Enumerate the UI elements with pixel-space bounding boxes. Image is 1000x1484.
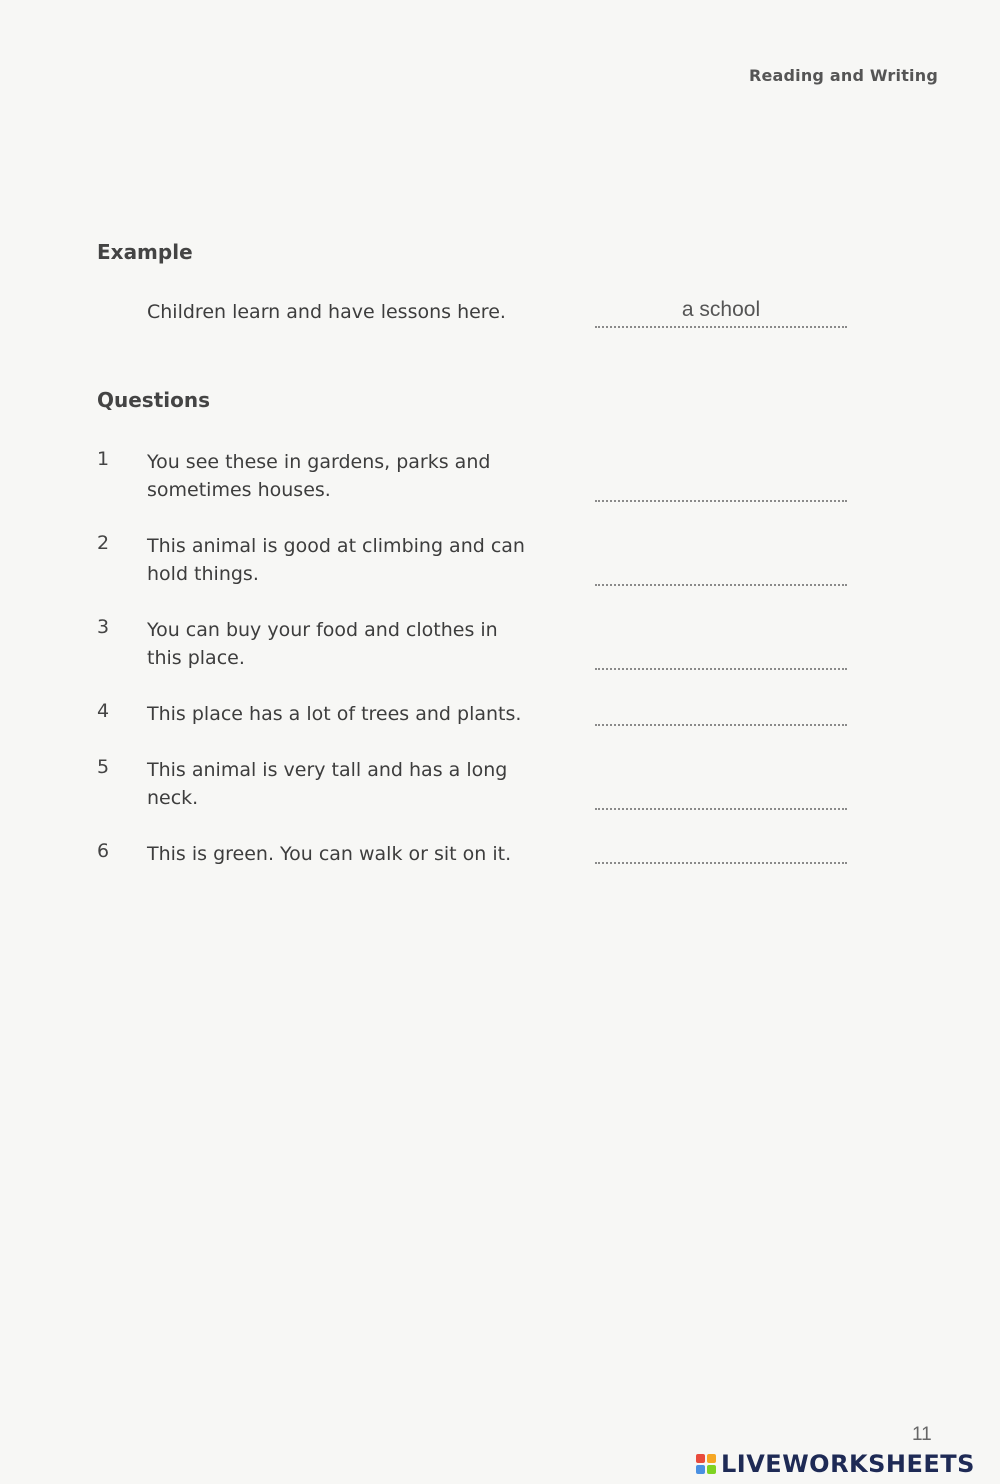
- answer-field[interactable]: [595, 808, 847, 810]
- question-text: [147, 616, 567, 672]
- brand-logo: [696, 1450, 975, 1478]
- answer-field[interactable]: [595, 862, 847, 864]
- answer-field[interactable]: [595, 668, 847, 670]
- question-number: 2: [97, 532, 110, 554]
- question-row: [97, 448, 849, 508]
- question-number: 4: [97, 700, 110, 722]
- question-text: [147, 840, 567, 868]
- example-question: Children learn and have lessons here.: [147, 301, 506, 323]
- question-row: [97, 700, 849, 760]
- question-number: 6: [97, 840, 110, 862]
- page-number: 11: [912, 1424, 932, 1445]
- example-answer: a school: [681, 298, 761, 321]
- example-heading: Example: [97, 240, 193, 264]
- question-line: hold things.: [147, 563, 259, 585]
- liveworksheets-icon: [696, 1454, 716, 1474]
- brand-name: LIVEWORKSHEETS: [721, 1450, 975, 1478]
- question-text: [147, 448, 567, 504]
- question-row: [97, 840, 849, 900]
- question-line: This animal is very tall and has a long: [147, 759, 508, 781]
- answer-field[interactable]: [595, 724, 847, 726]
- example-row: [97, 298, 849, 358]
- example-answer-line: [595, 326, 847, 328]
- questions-heading: Questions: [97, 388, 211, 412]
- question-row: [97, 532, 849, 592]
- question-line: sometimes houses.: [147, 479, 331, 501]
- question-line: This is green. You can walk or sit on it.: [147, 843, 512, 865]
- question-line: This place has a lot of trees and plants.: [147, 703, 522, 725]
- question-line: this place.: [147, 647, 245, 669]
- question-row: [97, 616, 849, 676]
- question-text: [147, 700, 567, 728]
- answer-field[interactable]: [595, 584, 847, 586]
- question-text: [147, 756, 567, 812]
- question-line: You can buy your food and clothes in: [147, 619, 498, 641]
- question-text: [147, 532, 567, 588]
- question-line: You see these in gardens, parks and: [147, 451, 491, 473]
- question-number: 3: [97, 616, 110, 638]
- question-row: [97, 756, 849, 816]
- section-title: Reading and Writing: [748, 66, 938, 85]
- question-line: neck.: [147, 787, 199, 809]
- question-number: 5: [97, 756, 110, 778]
- question-number: 1: [97, 448, 110, 470]
- question-line: This animal is good at climbing and can: [147, 535, 525, 557]
- answer-field[interactable]: [595, 500, 847, 502]
